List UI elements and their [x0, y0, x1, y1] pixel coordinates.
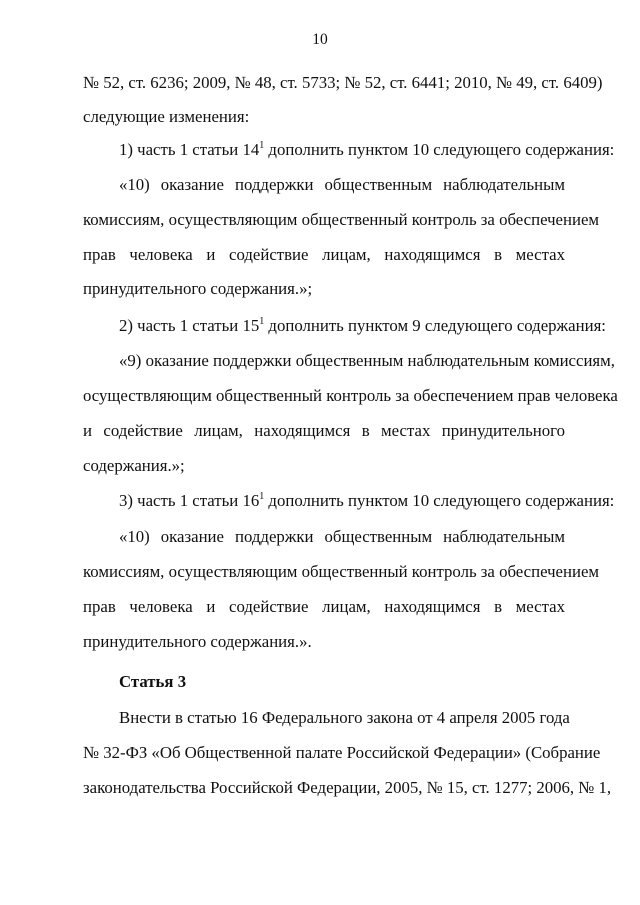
text-segment: дополнить пунктом 9 следующего содержания: [264, 316, 606, 335]
text-segment: 2) часть 1 статьи 15 [119, 316, 260, 335]
text-line [119, 491, 615, 511]
text-line: № 32-ФЗ «Об Общественной палате Российской Федерации» (Собрание [83, 743, 601, 762]
text-line: и содействие лицам, находящимся в местах принудительного [83, 421, 565, 440]
text-line: принудительного содержания.». [83, 632, 312, 651]
text-line: Внести в статью 16 Федерального закона от 4 апреля 2005 года [119, 708, 570, 727]
text-line: комиссиям, осуществляющим общественный контроль за обеспечением [83, 562, 600, 581]
text-line: № 52, ст. 6236; 2009, № 48, ст. 5733; № 52, ст. 6441; 2010, № 49, ст. 6409) [83, 73, 603, 92]
text-line: содержания.»; [83, 456, 185, 475]
superscript: 1 [259, 140, 265, 151]
superscript: 1 [259, 491, 265, 502]
text-segment: 3) часть 1 статьи 16 [119, 491, 260, 510]
text-line: законодательства Российской Федерации, 2005, № 15, ст. 1277; 2006, № 1, [83, 778, 612, 797]
text-segment: дополнить пунктом 10 следующего содержания: [264, 491, 615, 510]
text-line: «9) оказание поддержки общественным наблюдательным комиссиям, [119, 351, 615, 370]
text-line: осуществляющим общественный контроль за обеспечением прав человека [83, 386, 618, 405]
text-segment: дополнить пунктом 10 следующего содержания: [264, 140, 615, 159]
page-number: 10 [312, 31, 328, 48]
text-segment: 1) часть 1 статьи 14 [119, 140, 260, 159]
text-line: следующие изменения: [83, 107, 250, 126]
text-line: комиссиям, осуществляющим общественный контроль за обеспечением [83, 210, 600, 229]
text-line [119, 140, 615, 160]
text-line: прав человека и содействие лицам, находящимся в местах [83, 597, 565, 616]
article-heading: Статья 3 [119, 672, 187, 691]
text-line: прав человека и содействие лицам, находящимся в местах [83, 245, 565, 264]
superscript: 1 [259, 316, 265, 327]
text-line: принудительного содержания.»; [83, 279, 313, 298]
text-line [119, 316, 606, 336]
text-line: «10) оказание поддержки общественным наблюдательным [119, 527, 565, 546]
text-line: «10) оказание поддержки общественным наблюдательным [119, 175, 565, 194]
